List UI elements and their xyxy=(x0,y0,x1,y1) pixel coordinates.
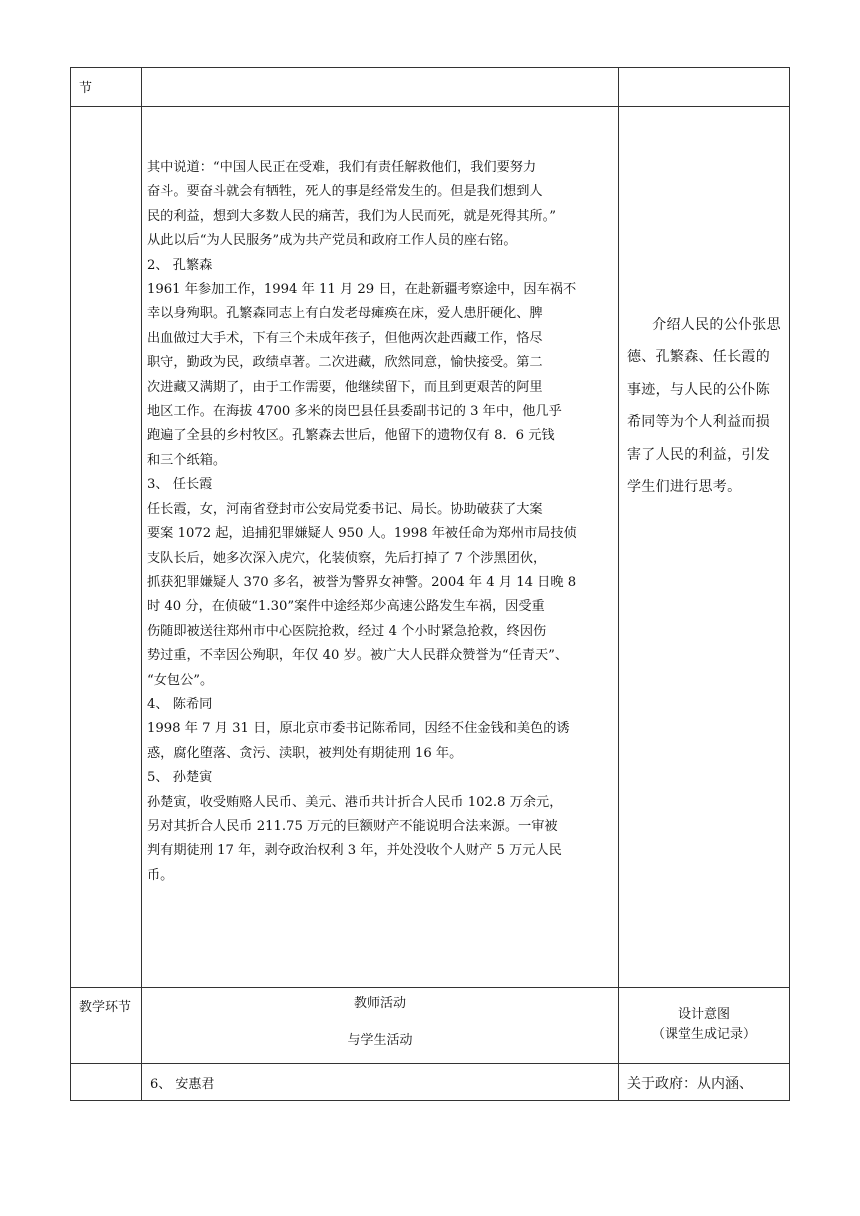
content-line: 民的利益，想到大多数人民的痛苦，我们为人民而死，就是死得其所。” xyxy=(147,208,556,224)
content-line: 职守，勤政为民，政绩卓著。二次进藏，欣然同意，愉快接受。第二 xyxy=(147,355,543,371)
content-line: 时 40 分，在侦破“1.30”案件中途经郑少高速公路发生车祸，因受重 xyxy=(147,599,545,615)
content-line: 5、 孙楚寅 xyxy=(147,770,213,786)
lesson-plan-table xyxy=(70,67,790,1101)
content-line: 币。 xyxy=(147,867,174,883)
section-header: 教学环节 xyxy=(79,1000,132,1015)
content-line: 要案 1072 起，追捕犯罪嫌疑人 950 人。1998 年被任命为郑州市局技侦 xyxy=(147,526,577,542)
content-line: “女包公”。 xyxy=(147,672,214,688)
intent-header-line1: 设计意图 xyxy=(677,1007,730,1022)
content-line: 另对其折合人民币 211.75 万元的巨额财产不能说明合法来源。一审被 xyxy=(147,818,558,834)
activity-cell xyxy=(142,68,619,107)
activity-header-line2: 与学生活动 xyxy=(347,1033,413,1048)
table-row xyxy=(71,107,790,988)
activity-header-cell xyxy=(142,988,619,1064)
activity-cell xyxy=(142,107,619,988)
intent-header-cell xyxy=(619,988,790,1064)
activity-cell xyxy=(142,1064,619,1101)
content-line: 4、 陈希同 xyxy=(147,696,213,712)
table-row xyxy=(71,68,790,107)
content-line: 从此以后“为人民服务”成为共产党员和政府工作人员的座右铭。 xyxy=(147,233,517,249)
content-line: 支队长后，她多次深入虎穴，化装侦察，先后打掉了 7 个涉黑团伙， xyxy=(147,550,547,566)
content-line: 3、 任长霞 xyxy=(147,477,213,493)
intent-text: 关于政府：从内涵、 xyxy=(627,1076,753,1092)
content-line: 出血做过大手术，下有三个未成年孩子，但他两次赴西藏工作，恪尽 xyxy=(147,330,543,346)
section-cell xyxy=(71,107,142,988)
activity-content xyxy=(142,107,618,888)
content-line: 地区工作。在海拔 4700 多米的岗巴县任县委副书记的 3 年中，他几乎 xyxy=(147,404,562,420)
activity-header-line1: 教师活动 xyxy=(353,996,406,1011)
table-row xyxy=(71,1064,790,1101)
content-line: 1961 年参加工作，1994 年 11 月 29 日，在赴新疆考察途中，因车祸不 xyxy=(147,282,577,298)
content-line: 孙楚寅，收受贿赂人民币、美元、港币共计折合人民币 102.8 万余元， xyxy=(147,794,563,810)
content-line: 2、 孔繁森 xyxy=(147,257,213,273)
section-cell xyxy=(71,1064,142,1101)
content-line: 任长霞，女，河南省登封市公安局党委书记、局长。协助破获了大案 xyxy=(147,501,543,517)
content-line: 其中说道：“中国人民正在受难，我们有责任解救他们，我们要努力 xyxy=(147,160,537,175)
content-line: 次进藏又满期了，由于工作需要，他继续留下，而且到更艰苦的阿里 xyxy=(147,379,543,395)
content-line: 抓获犯罪嫌疑人 370 多名，被誉为警界女神警。2004 年 4 月 14 日晚 8 xyxy=(147,574,577,590)
content-line: 1998 年 7 月 31 日，原北京市委书记陈希同，因经不住金钱和美色的诱 xyxy=(147,721,570,737)
content-line: 势过重，不幸因公殉职，年仅 40 岁。被广大人民群众赞誉为“任青天”、 xyxy=(147,648,569,664)
section-header-cell xyxy=(71,988,142,1064)
intent-cell xyxy=(619,107,790,988)
content-line: 奋斗。要奋斗就会有牺牲，死人的事是经常发生的。但是我们想到人 xyxy=(147,184,543,200)
table-header-row xyxy=(71,988,790,1064)
item-heading: 6、 安惠君 xyxy=(150,1077,215,1092)
content-line: 伤随即被送往郑州市中心医院抢救，经过 4 个小时紧急抢救，终因伤 xyxy=(147,623,547,639)
content-line: 跑遍了全县的乡村牧区。孔繁森去世后，他留下的遗物仅有 8．6 元钱 xyxy=(147,428,555,444)
content-line: 幸以身殉职。孔繁森同志上有白发老母瘫痪在床，爱人患肝硬化、脾 xyxy=(147,306,543,322)
intent-cell xyxy=(619,68,790,107)
content-line: 和三个纸箱。 xyxy=(147,452,227,468)
intent-header-line2: （课堂生成记录） xyxy=(651,1027,756,1042)
content-line: 惑，腐化堕落、贪污、渎职，被判处有期徒刑 16 年。 xyxy=(147,745,463,761)
intent-cell xyxy=(619,1064,790,1101)
content-line: 判有期徒刑 17 年，剥夺政治权利 3 年，并处没收个人财产 5 万元人民 xyxy=(147,843,562,859)
section-cell xyxy=(71,68,142,107)
design-intent-note: 介绍人民的公仆张思德、孔繁森、任长霞的事迹，与人民的公仆陈希同等为个人利益而损害了人民的利益，引发学生们进行思考。 xyxy=(627,317,781,496)
section-label: 节 xyxy=(79,81,93,96)
